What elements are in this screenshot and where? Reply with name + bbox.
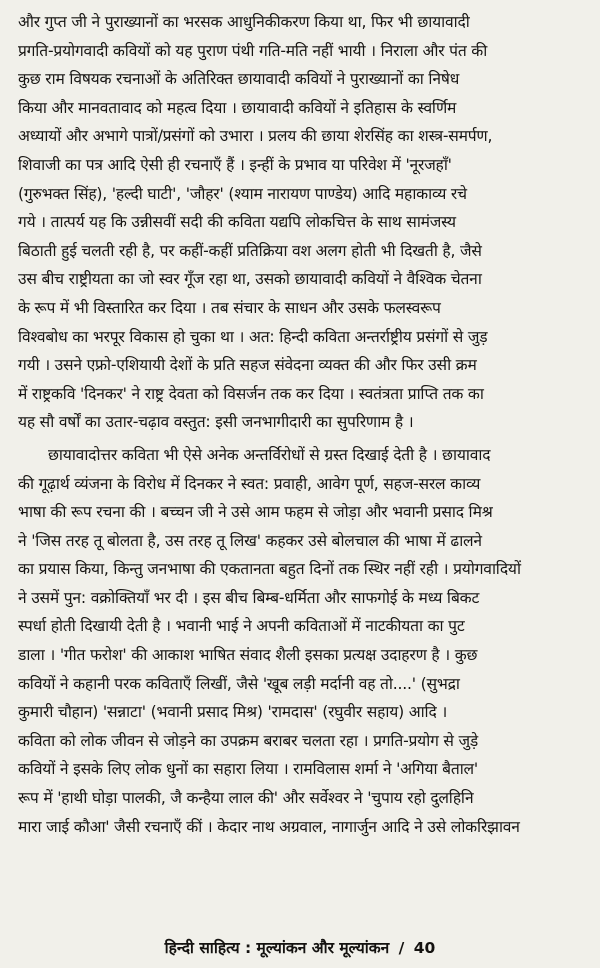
book-title: हिन्दी साहित्य : मूल्यांकन और मूल्यांकन — [164, 939, 390, 957]
paragraph-2 — [18, 441, 584, 841]
text-line: कवियों ने कहानी परक कविताएँ लिखीं, जैसे 'खूब लड़ी मर्दानी वह तो....' (सुभद्रा — [18, 674, 460, 693]
text-line: किया और मानवतावाद को महत्व दिया । छायावादी कवियों ने इतिहास के स्वर्णिम — [18, 98, 457, 117]
text-line: उस बीच राष्ट्रीयता का जो स्वर गूँज रहा था, उसको छायावादी कवियों ने वैश्विक चेतना — [18, 270, 482, 289]
text-line: ने उसमें पुन: वक्रोक्तियाँ भर दी । इस बीच बिम्ब-धर्मिता और साफगोई के मध्य बिकट — [18, 588, 480, 607]
text-line: के रूप में भी विस्तारित कर दिया । तब संचार के साधन और उसके फलस्वरूप — [18, 298, 441, 317]
text-line: का प्रयास किया, किन्तु जनभाषा की एकतानता बहुत दिनों तक स्थिर नहीं रही । प्रयोगवादियों — [18, 560, 521, 579]
text-line: छायावादोत्तर कविता भी ऐसे अनेक अन्तर्विरोधों से ग्रस्त दिखाई देती है । छायावाद — [48, 445, 491, 464]
text-line: यह सौ वर्षों का उतार-चढ़ाव वस्तुत: इसी जनभागीदारी का सुपरिणाम है । — [18, 413, 414, 432]
text-line: रूप में 'हाथी घोड़ा पालकी, जै कन्हैया लाल की' और सर्वेश्वर ने 'चुपाय रहो दुलहिनि — [18, 789, 474, 808]
text-line: डाला । 'गीत फरोश' की आकाश भाषित संवाद शैली इसका प्रत्यक्ष उदाहरण है । कुछ — [18, 646, 478, 665]
page-footer — [0, 936, 600, 958]
text-line: बिठाती हुई चलती रही है, पर कहीं-कहीं प्रतिक्रिया वश अलग होती भी दिखती है, जैसे — [18, 241, 482, 260]
footer-separator: / — [398, 939, 405, 957]
text-line: गये । तात्पर्य यह कि उन्नीसवीं सदी की कविता यद्यपि लोकचित्त के साथ सामंजस्य — [18, 213, 456, 232]
text-line: ने 'जिस तरह तू बोलता है, उस तरह तू लिख' कहकर उसे बोलचाल की भाषा में ढालने — [18, 531, 482, 550]
text-line: और गुप्त जी ने पुराख्यानों का भरसक आधुनिकीकरण किया था, फिर भी छायावादी — [18, 13, 470, 31]
text-line: मारा जाई कौआ' जैसी रचनाएँ कीं । केदार नाथ अग्रवाल, नागार्जुन आदि ने उसे लोकरिझावन — [18, 817, 520, 836]
page-number: 40 — [413, 939, 436, 957]
text-line: गयी । उसने एफ्रो-एशियायी देशों के प्रति सहज संवेदना व्यक्त की और फिर उसी क्रम — [18, 356, 477, 375]
text-line: स्पर्धा होती दिखायी देती है । भवानी भाई ने अपनी कविताओं में नाटकीयता का पुट — [18, 617, 465, 636]
text-line: कविता को लोक जीवन से जोड़ने का उपक्रम बराबर चलता रहा । प्रगति-प्रयोग से जुड़े — [18, 731, 479, 750]
text-line: विश्वबोध का भरपूर विकास हो चुका था । अत: हिन्दी कविता अन्तर्राष्ट्रीय प्रसंगों से जुड़ — [18, 327, 488, 346]
text-line: कुछ राम विषयक रचनाओं के अतिरिक्त छायावादी कवियों ने पुराख्यानों का निषेध — [18, 70, 460, 89]
text-line: शिवाजी का पत्र आदि ऐसी ही रचनाएँ हैं । इन्हीं के प्रभाव या परिवेश में 'नूरजहाँ' — [18, 155, 452, 174]
text-line: कुमारी चौहान) 'सन्नाटा' (भवानी प्रसाद मिश्र) 'रामदास' (रघुवीर सहाय) आदि । — [18, 703, 448, 722]
page-body — [18, 8, 584, 841]
text-line: अध्यायों और अभागे पात्रों/प्रसंगों को उभारा । प्रलय की छाया शेरसिंह का शस्त्र-समर्पण, — [18, 127, 493, 146]
text-line: में राष्ट्रकवि 'दिनकर' ने राष्ट्र देवता को विसर्जन तक कर दिया । स्वतंत्रता प्राप्ति तक का — [18, 384, 484, 403]
text-line: कवियों ने इसके लिए लोक धुनों का सहारा लिया । रामविलास शर्मा ने 'अगिया बैताल' — [18, 760, 479, 779]
text-line: भाषा की रूप रचना की । बच्चन जी ने उसे आम फहम से जोड़ा और भवानी प्रसाद मिश्र — [18, 503, 493, 522]
paragraph-1 — [18, 8, 584, 437]
text-line: की गूढ़ार्थ व्यंजना के विरोध में दिनकर ने स्वत: प्रवाही, आवेग पूर्ण, सहज-सरल काव्य — [18, 474, 481, 493]
text-line: (गुरुभक्त सिंह), 'हल्दी घाटी', 'जौहर' (श्याम नारायण पाण्डेय) आदि महाकाव्य रचे — [18, 184, 467, 203]
text-line: प्रगति-प्रयोगवादी कवियों को यह पुराण पंथी गति-मति नहीं भायी । निराला और पंत की — [18, 41, 488, 60]
